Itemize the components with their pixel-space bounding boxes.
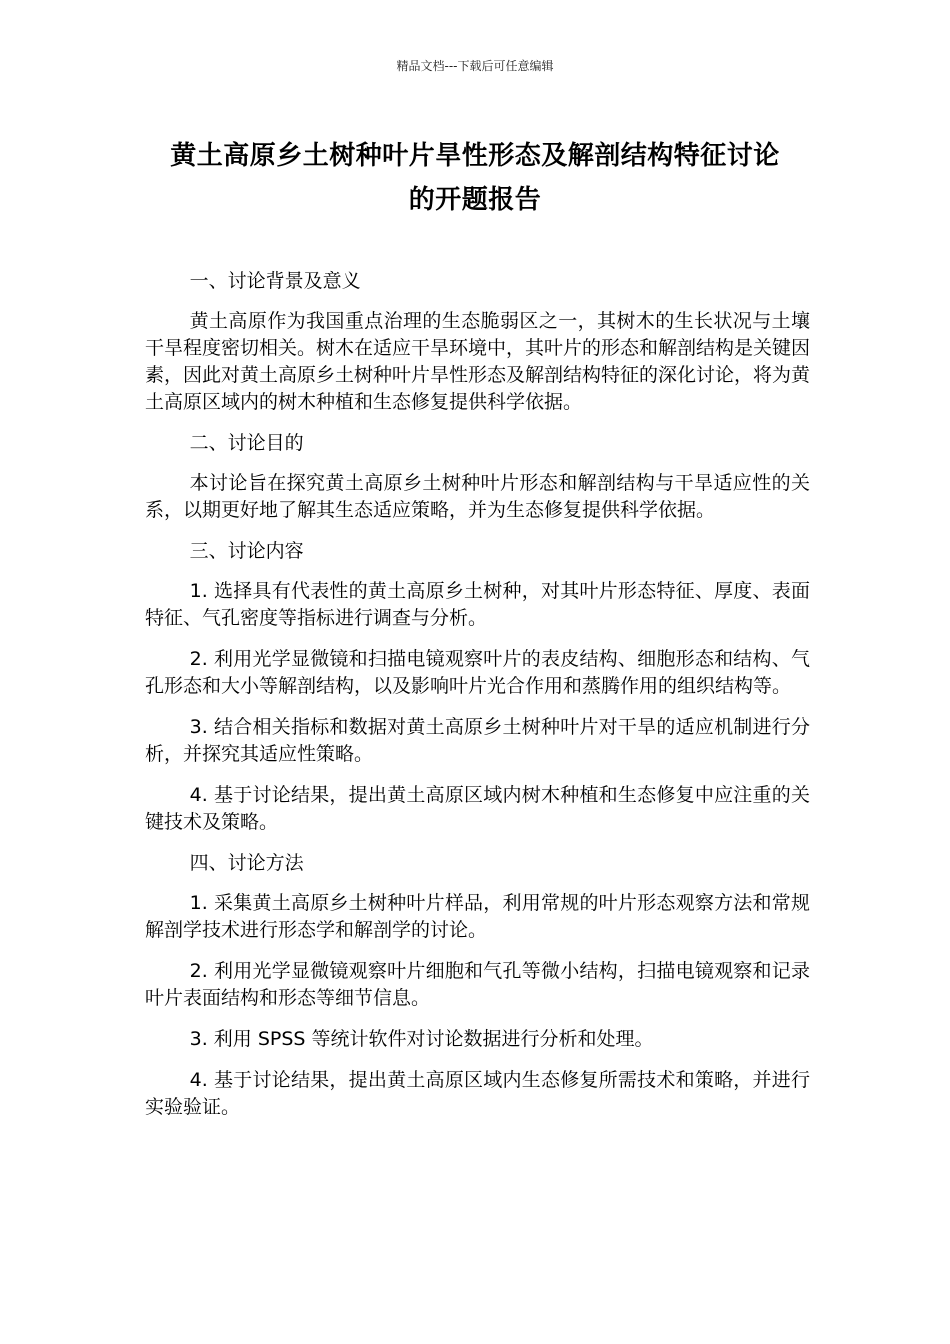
- paragraph-purpose: 本讨论旨在探究黄土高原乡土树种叶片形态和解剖结构与干旱适应性的关系，以期更好地了解其生态适应策略，并为生态修复提供科学依据。: [145, 472, 810, 521]
- content-item-1: 1. 选择具有代表性的黄土高原乡土树种，对其叶片形态特征、厚度、表面特征、气孔密度等指标进行调查与分析。: [145, 580, 810, 629]
- method-item-1: 1. 采集黄土高原乡土树种叶片样品，利用常规的叶片形态观察方法和常规解剖学技术进行形态学和解剖学的讨论。: [145, 892, 810, 941]
- section-heading-purpose: 二、讨论目的: [189, 432, 304, 454]
- section-heading-background: 一、讨论背景及意义: [189, 270, 361, 292]
- method-item-3: 3. 利用 SPSS 等统计软件对讨论数据进行分析和处理。: [189, 1028, 654, 1050]
- section-heading-methods: 四、讨论方法: [189, 852, 304, 874]
- content-item-2: 2. 利用光学显微镜和扫描电镜观察叶片的表皮结构、细胞形态和结构、气孔形态和大小等解剖结构，以及影响叶片光合作用和蒸腾作用的组织结构等。: [145, 648, 810, 697]
- title-line-2: 的开题报告: [408, 185, 542, 215]
- method-item-4: 4. 基于讨论结果，提出黄土高原区域内生态修复所需技术和策略，并进行实验验证。: [145, 1069, 810, 1118]
- paragraph-background: 黄土高原作为我国重点治理的生态脆弱区之一，其树木的生长状况与土壤干旱程度密切相关。树木在适应干旱环境中，其叶片的形态和解剖结构是关键因素，因此对黄土高原乡土树种叶片旱性形态及解剖结构特征的深化讨论，将为黄土高原区域内的树木种植和生态修复提供科学依据。: [145, 310, 811, 413]
- section-heading-content: 三、讨论内容: [189, 540, 304, 562]
- content-item-3: 3. 结合相关指标和数据对黄土高原乡土树种叶片对干旱的适应机制进行分析，并探究其适应性策略。: [145, 716, 810, 765]
- page-title: [140, 134, 810, 222]
- header-note: 精品文档---下载后可任意编辑: [396, 59, 554, 73]
- title-line-1: 黄土高原乡土树种叶片旱性形态及解剖结构特征讨论: [170, 141, 780, 171]
- document-body: [145, 268, 810, 1135]
- method-item-2: 2. 利用光学显微镜观察叶片细胞和气孔等微小结构，扫描电镜观察和记录叶片表面结构和形态等细节信息。: [145, 960, 810, 1009]
- content-item-4: 4. 基于讨论结果，提出黄土高原区域内树木种植和生态修复中应注重的关键技术及策略。: [145, 784, 810, 833]
